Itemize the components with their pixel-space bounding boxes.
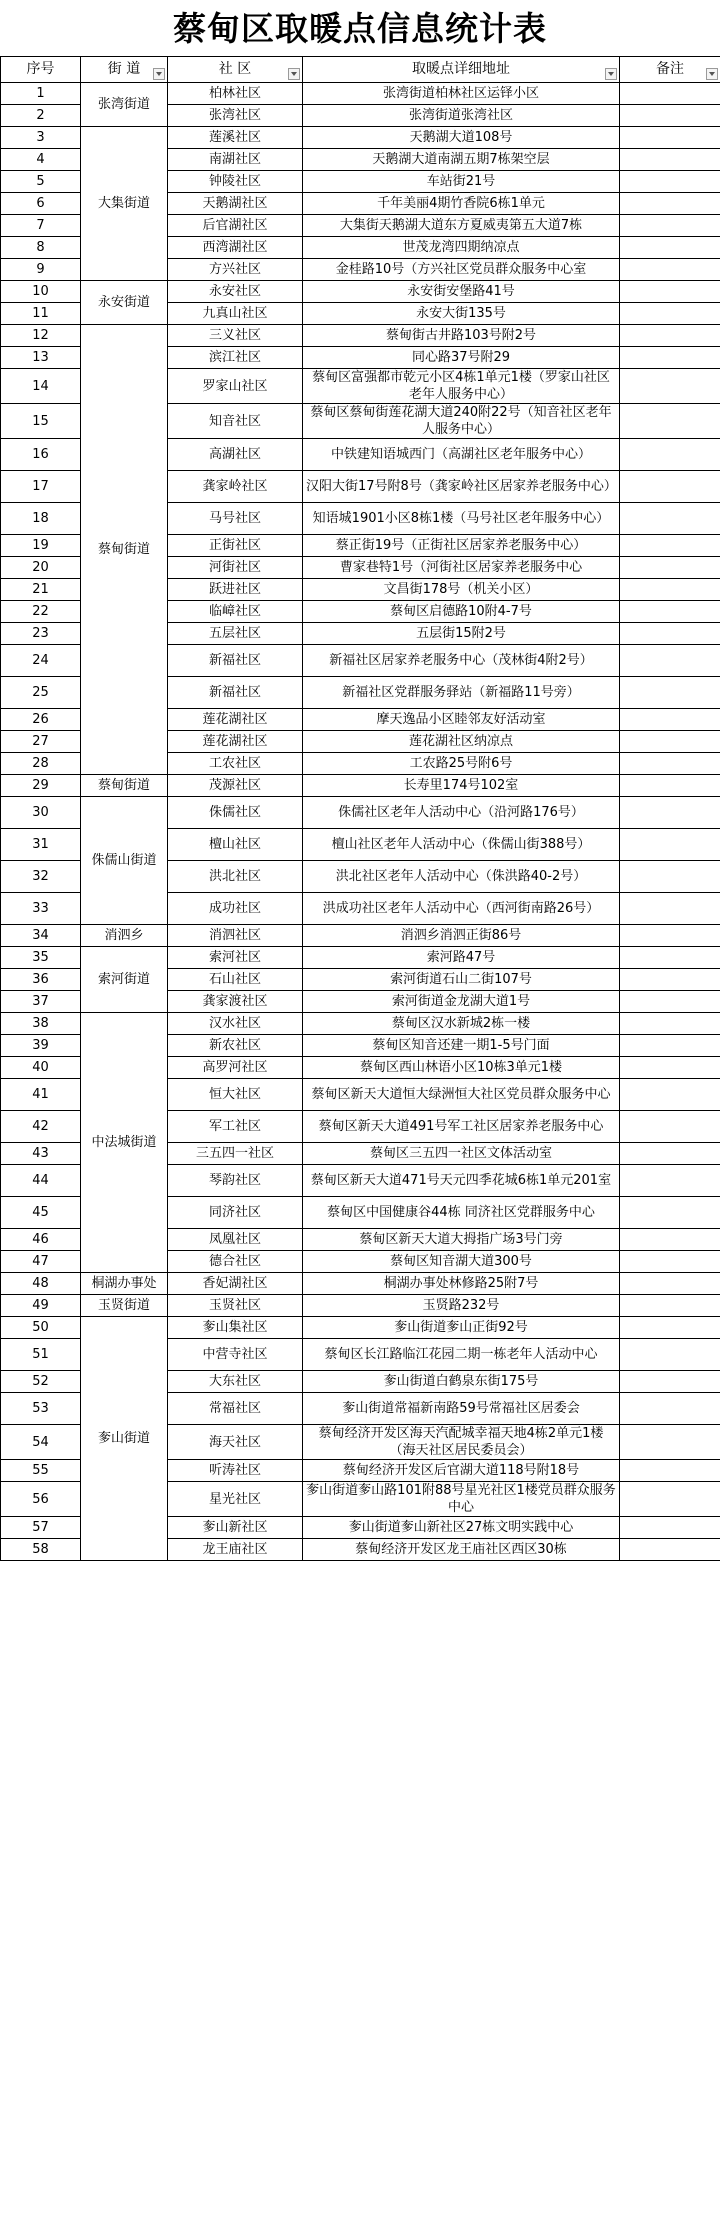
address-cell: 蔡甸经济开发区后官湖大道118号附18号 bbox=[303, 1460, 620, 1482]
community-cell: 茂源社区 bbox=[168, 775, 303, 797]
note-cell bbox=[620, 1339, 720, 1371]
address-cell: 蔡甸区新天大道大拇指广场3号门旁 bbox=[303, 1229, 620, 1251]
note-cell bbox=[620, 775, 720, 797]
row-number: 37 bbox=[1, 991, 81, 1013]
row-number: 38 bbox=[1, 1013, 81, 1035]
address-cell: 永安大街135号 bbox=[303, 303, 620, 325]
address-cell: 蔡甸街古井路103号附2号 bbox=[303, 325, 620, 347]
note-cell bbox=[620, 281, 720, 303]
row-number: 57 bbox=[1, 1517, 81, 1539]
row-number: 52 bbox=[1, 1371, 81, 1393]
community-cell: 龚家岭社区 bbox=[168, 471, 303, 503]
community-cell: 滨江社区 bbox=[168, 347, 303, 369]
note-cell bbox=[620, 1035, 720, 1057]
community-cell: 方兴社区 bbox=[168, 259, 303, 281]
community-cell: 五层社区 bbox=[168, 623, 303, 645]
community-cell: 龙王庙社区 bbox=[168, 1539, 303, 1561]
row-number: 8 bbox=[1, 237, 81, 259]
note-cell bbox=[620, 1013, 720, 1035]
community-cell: 跃进社区 bbox=[168, 579, 303, 601]
address-cell: 奓山街道奓山新社区27栋文明实践中心 bbox=[303, 1517, 620, 1539]
note-cell bbox=[620, 797, 720, 829]
row-number: 33 bbox=[1, 893, 81, 925]
note-cell bbox=[620, 325, 720, 347]
address-cell: 世茂龙湾四期纳凉点 bbox=[303, 237, 620, 259]
address-cell: 莲花湖社区纳凉点 bbox=[303, 731, 620, 753]
row-number: 28 bbox=[1, 753, 81, 775]
row-number: 48 bbox=[1, 1273, 81, 1295]
note-cell bbox=[620, 1539, 720, 1561]
header-street bbox=[81, 57, 168, 83]
row-number: 43 bbox=[1, 1143, 81, 1165]
note-cell bbox=[620, 1425, 720, 1460]
address-cell: 奓山街道白鹤泉东街175号 bbox=[303, 1371, 620, 1393]
row-number: 7 bbox=[1, 215, 81, 237]
row-number: 42 bbox=[1, 1111, 81, 1143]
row-number: 1 bbox=[1, 83, 81, 105]
note-cell bbox=[620, 237, 720, 259]
community-cell: 河街社区 bbox=[168, 557, 303, 579]
header-address bbox=[303, 57, 620, 83]
row-number: 30 bbox=[1, 797, 81, 829]
community-cell: 侏儒社区 bbox=[168, 797, 303, 829]
street-cell: 桐湖办事处 bbox=[81, 1273, 168, 1295]
community-cell: 常福社区 bbox=[168, 1393, 303, 1425]
row-number: 25 bbox=[1, 677, 81, 709]
address-cell: 蔡甸区西山林语小区10栋3单元1楼 bbox=[303, 1057, 620, 1079]
heating-points-table bbox=[0, 56, 720, 1561]
community-cell: 龚家渡社区 bbox=[168, 991, 303, 1013]
street-cell: 索河街道 bbox=[81, 947, 168, 1013]
community-cell: 九真山社区 bbox=[168, 303, 303, 325]
address-cell: 洪成功社区老年人活动中心（西河街南路26号） bbox=[303, 893, 620, 925]
row-number: 56 bbox=[1, 1482, 81, 1517]
note-cell bbox=[620, 303, 720, 325]
row-number: 58 bbox=[1, 1539, 81, 1561]
filter-dropdown-icon[interactable] bbox=[706, 68, 718, 80]
filter-dropdown-icon[interactable] bbox=[288, 68, 300, 80]
address-cell: 蔡甸区新天大道恒大绿洲恒大社区党员群众服务中心 bbox=[303, 1079, 620, 1111]
community-cell: 张湾社区 bbox=[168, 105, 303, 127]
address-cell: 蔡甸区知音湖大道300号 bbox=[303, 1251, 620, 1273]
note-cell bbox=[620, 1079, 720, 1111]
note-cell bbox=[620, 1295, 720, 1317]
address-cell: 蔡甸区三五四一社区文体活动室 bbox=[303, 1143, 620, 1165]
note-cell bbox=[620, 1057, 720, 1079]
note-cell bbox=[620, 601, 720, 623]
community-cell: 临嶂社区 bbox=[168, 601, 303, 623]
community-cell: 钟陵社区 bbox=[168, 171, 303, 193]
table-row bbox=[1, 1317, 720, 1339]
community-cell: 大东社区 bbox=[168, 1371, 303, 1393]
row-number: 20 bbox=[1, 557, 81, 579]
table-row bbox=[1, 281, 720, 303]
note-cell bbox=[620, 1517, 720, 1539]
street-cell: 玉贤街道 bbox=[81, 1295, 168, 1317]
header-number bbox=[1, 57, 81, 83]
address-cell: 蔡甸区中国健康谷44栋 同济社区党群服务中心 bbox=[303, 1197, 620, 1229]
community-cell: 琴韵社区 bbox=[168, 1165, 303, 1197]
note-cell bbox=[620, 149, 720, 171]
community-cell: 德合社区 bbox=[168, 1251, 303, 1273]
community-cell: 柏林社区 bbox=[168, 83, 303, 105]
community-cell: 三义社区 bbox=[168, 325, 303, 347]
row-number: 23 bbox=[1, 623, 81, 645]
street-cell: 侏儒山街道 bbox=[81, 797, 168, 925]
address-cell: 玉贤路232号 bbox=[303, 1295, 620, 1317]
address-cell: 蔡甸区富强都市乾元小区4栋1单元1楼（罗家山社区老年人服务中心） bbox=[303, 369, 620, 404]
row-number: 36 bbox=[1, 969, 81, 991]
note-cell bbox=[620, 259, 720, 281]
row-number: 44 bbox=[1, 1165, 81, 1197]
row-number: 46 bbox=[1, 1229, 81, 1251]
header-community bbox=[168, 57, 303, 83]
row-number: 31 bbox=[1, 829, 81, 861]
community-cell: 奓山新社区 bbox=[168, 1517, 303, 1539]
note-cell bbox=[620, 947, 720, 969]
row-number: 32 bbox=[1, 861, 81, 893]
row-number: 51 bbox=[1, 1339, 81, 1371]
address-cell: 索河街道金龙湖大道1号 bbox=[303, 991, 620, 1013]
row-number: 27 bbox=[1, 731, 81, 753]
community-cell: 恒大社区 bbox=[168, 1079, 303, 1111]
note-cell bbox=[620, 709, 720, 731]
row-number: 17 bbox=[1, 471, 81, 503]
row-number: 50 bbox=[1, 1317, 81, 1339]
address-cell: 张湾街道张湾社区 bbox=[303, 105, 620, 127]
row-number: 29 bbox=[1, 775, 81, 797]
community-cell: 新福社区 bbox=[168, 677, 303, 709]
row-number: 3 bbox=[1, 127, 81, 149]
street-cell: 蔡甸街道 bbox=[81, 325, 168, 775]
table-row bbox=[1, 1013, 720, 1035]
address-cell: 洪北社区老年人活动中心（侏洪路40-2号） bbox=[303, 861, 620, 893]
table-row bbox=[1, 325, 720, 347]
community-cell: 同济社区 bbox=[168, 1197, 303, 1229]
address-cell: 车站街21号 bbox=[303, 171, 620, 193]
note-cell bbox=[620, 829, 720, 861]
row-number: 26 bbox=[1, 709, 81, 731]
address-cell: 蔡甸区启德路10附4-7号 bbox=[303, 601, 620, 623]
community-cell: 石山社区 bbox=[168, 969, 303, 991]
table-row bbox=[1, 1273, 720, 1295]
address-cell: 蔡甸经济开发区海天汽配城幸福天地4栋2单元1楼（海天社区居民委员会） bbox=[303, 1425, 620, 1460]
row-number: 55 bbox=[1, 1460, 81, 1482]
community-cell: 高罗河社区 bbox=[168, 1057, 303, 1079]
community-cell: 知音社区 bbox=[168, 404, 303, 439]
address-cell: 奓山街道常福新南路59号常福社区居委会 bbox=[303, 1393, 620, 1425]
address-cell: 同心路37号附29 bbox=[303, 347, 620, 369]
address-cell: 侏儒社区老年人活动中心（沿河路176号） bbox=[303, 797, 620, 829]
community-cell: 高湖社区 bbox=[168, 439, 303, 471]
note-cell bbox=[620, 1111, 720, 1143]
row-number: 9 bbox=[1, 259, 81, 281]
community-cell: 凤凰社区 bbox=[168, 1229, 303, 1251]
street-cell: 消泗乡 bbox=[81, 925, 168, 947]
note-cell bbox=[620, 1482, 720, 1517]
community-cell: 天鹅湖社区 bbox=[168, 193, 303, 215]
note-cell bbox=[620, 677, 720, 709]
address-cell: 奓山街道奓山路101附88号星光社区1楼党员群众服务中心 bbox=[303, 1482, 620, 1517]
table-row bbox=[1, 775, 720, 797]
address-cell: 檀山社区老年人活动中心（侏儒山街388号） bbox=[303, 829, 620, 861]
address-cell: 大集街天鹅湖大道东方夏威夷第五大道7栋 bbox=[303, 215, 620, 237]
address-cell: 蔡甸区汉水新城2栋一楼 bbox=[303, 1013, 620, 1035]
note-cell bbox=[620, 471, 720, 503]
community-cell: 三五四一社区 bbox=[168, 1143, 303, 1165]
header-label: 序号 bbox=[26, 61, 55, 77]
address-cell: 文昌街178号（机关小区） bbox=[303, 579, 620, 601]
note-cell bbox=[620, 105, 720, 127]
address-cell: 曹家巷特1号（河街社区居家养老服务中心 bbox=[303, 557, 620, 579]
table-row bbox=[1, 925, 720, 947]
row-number: 13 bbox=[1, 347, 81, 369]
address-cell: 永安街安堡路41号 bbox=[303, 281, 620, 303]
row-number: 6 bbox=[1, 193, 81, 215]
address-cell: 长寿里174号102室 bbox=[303, 775, 620, 797]
address-cell: 五层街15附2号 bbox=[303, 623, 620, 645]
row-number: 47 bbox=[1, 1251, 81, 1273]
row-number: 22 bbox=[1, 601, 81, 623]
community-cell: 玉贤社区 bbox=[168, 1295, 303, 1317]
community-cell: 南湖社区 bbox=[168, 149, 303, 171]
row-number: 11 bbox=[1, 303, 81, 325]
address-cell: 金桂路10号（方兴社区党员群众服务中心室 bbox=[303, 259, 620, 281]
note-cell bbox=[620, 404, 720, 439]
row-number: 10 bbox=[1, 281, 81, 303]
address-cell: 知语城1901小区8栋1楼（马号社区老年服务中心） bbox=[303, 503, 620, 535]
street-cell: 中法城街道 bbox=[81, 1013, 168, 1273]
community-cell: 西湾湖社区 bbox=[168, 237, 303, 259]
row-number: 5 bbox=[1, 171, 81, 193]
row-number: 21 bbox=[1, 579, 81, 601]
note-cell bbox=[620, 731, 720, 753]
community-cell: 洪北社区 bbox=[168, 861, 303, 893]
address-cell: 蔡正街19号（正街社区居家养老服务中心） bbox=[303, 535, 620, 557]
community-cell: 莲花湖社区 bbox=[168, 731, 303, 753]
community-cell: 索河社区 bbox=[168, 947, 303, 969]
row-number: 34 bbox=[1, 925, 81, 947]
row-number: 54 bbox=[1, 1425, 81, 1460]
table-row bbox=[1, 947, 720, 969]
row-number: 4 bbox=[1, 149, 81, 171]
note-cell bbox=[620, 645, 720, 677]
note-cell bbox=[620, 925, 720, 947]
note-cell bbox=[620, 503, 720, 535]
address-cell: 索河路47号 bbox=[303, 947, 620, 969]
note-cell bbox=[620, 579, 720, 601]
community-cell: 莲溪社区 bbox=[168, 127, 303, 149]
street-cell: 张湾街道 bbox=[81, 83, 168, 127]
note-cell bbox=[620, 369, 720, 404]
note-cell bbox=[620, 1165, 720, 1197]
note-cell bbox=[620, 1273, 720, 1295]
note-cell bbox=[620, 127, 720, 149]
address-cell: 张湾街道柏林社区运铎小区 bbox=[303, 83, 620, 105]
header-label: 社 区 bbox=[218, 61, 252, 77]
filter-dropdown-icon[interactable] bbox=[605, 68, 617, 80]
note-cell bbox=[620, 1229, 720, 1251]
community-cell: 星光社区 bbox=[168, 1482, 303, 1517]
note-cell bbox=[620, 1317, 720, 1339]
address-cell: 消泗乡消泗正街86号 bbox=[303, 925, 620, 947]
header-label: 取暖点详细地址 bbox=[412, 61, 510, 77]
address-cell: 奓山街道奓山正街92号 bbox=[303, 1317, 620, 1339]
note-cell bbox=[620, 1460, 720, 1482]
row-number: 45 bbox=[1, 1197, 81, 1229]
street-cell: 蔡甸街道 bbox=[81, 775, 168, 797]
header-note bbox=[620, 57, 720, 83]
row-number: 35 bbox=[1, 947, 81, 969]
row-number: 41 bbox=[1, 1079, 81, 1111]
header-label: 备注 bbox=[656, 61, 684, 77]
community-cell: 海天社区 bbox=[168, 1425, 303, 1460]
note-cell bbox=[620, 1143, 720, 1165]
community-cell: 莲花湖社区 bbox=[168, 709, 303, 731]
address-cell: 千年美丽4期竹香院6栋1单元 bbox=[303, 193, 620, 215]
community-cell: 汉水社区 bbox=[168, 1013, 303, 1035]
note-cell bbox=[620, 861, 720, 893]
community-cell: 香妃湖社区 bbox=[168, 1273, 303, 1295]
address-cell: 新福社区党群服务驿站（新福路11号旁） bbox=[303, 677, 620, 709]
note-cell bbox=[620, 215, 720, 237]
note-cell bbox=[620, 1371, 720, 1393]
street-cell: 永安街道 bbox=[81, 281, 168, 325]
community-cell: 马号社区 bbox=[168, 503, 303, 535]
row-number: 19 bbox=[1, 535, 81, 557]
note-cell bbox=[620, 991, 720, 1013]
address-cell: 蔡甸区蔡甸街莲花湖大道240附22号（知音社区老年人服务中心） bbox=[303, 404, 620, 439]
row-number: 18 bbox=[1, 503, 81, 535]
note-cell bbox=[620, 1197, 720, 1229]
community-cell: 奓山集社区 bbox=[168, 1317, 303, 1339]
address-cell: 摩天逸品小区睦邻友好活动室 bbox=[303, 709, 620, 731]
row-number: 24 bbox=[1, 645, 81, 677]
note-cell bbox=[620, 557, 720, 579]
address-cell: 索河街道石山二街107号 bbox=[303, 969, 620, 991]
community-cell: 罗家山社区 bbox=[168, 369, 303, 404]
address-cell: 中铁建知语城西门（高湖社区老年服务中心） bbox=[303, 439, 620, 471]
table-row bbox=[1, 127, 720, 149]
street-cell: 大集街道 bbox=[81, 127, 168, 281]
row-number: 49 bbox=[1, 1295, 81, 1317]
community-cell: 军工社区 bbox=[168, 1111, 303, 1143]
community-cell: 听涛社区 bbox=[168, 1460, 303, 1482]
table-row bbox=[1, 83, 720, 105]
row-number: 16 bbox=[1, 439, 81, 471]
page-title: 蔡甸区取暖点信息统计表 bbox=[173, 9, 547, 48]
address-cell: 蔡甸区长江路临江花园二期一栋老年人活动中心 bbox=[303, 1339, 620, 1371]
community-cell: 新福社区 bbox=[168, 645, 303, 677]
note-cell bbox=[620, 439, 720, 471]
address-cell: 蔡甸经济开发区龙王庙社区西区30栋 bbox=[303, 1539, 620, 1561]
note-cell bbox=[620, 347, 720, 369]
address-cell: 蔡甸区知音还建一期1-5号门面 bbox=[303, 1035, 620, 1057]
note-cell bbox=[620, 83, 720, 105]
filter-dropdown-icon[interactable] bbox=[153, 68, 165, 80]
header-label: 街 道 bbox=[107, 61, 141, 77]
row-number: 12 bbox=[1, 325, 81, 347]
note-cell bbox=[620, 893, 720, 925]
note-cell bbox=[620, 623, 720, 645]
table-body bbox=[1, 83, 720, 1561]
row-number: 14 bbox=[1, 369, 81, 404]
row-number: 40 bbox=[1, 1057, 81, 1079]
note-cell bbox=[620, 753, 720, 775]
table-row bbox=[1, 797, 720, 829]
note-cell bbox=[620, 969, 720, 991]
row-number: 2 bbox=[1, 105, 81, 127]
community-cell: 正街社区 bbox=[168, 535, 303, 557]
community-cell: 成功社区 bbox=[168, 893, 303, 925]
row-number: 53 bbox=[1, 1393, 81, 1425]
address-cell: 天鹅湖大道108号 bbox=[303, 127, 620, 149]
note-cell bbox=[620, 1251, 720, 1273]
community-cell: 工农社区 bbox=[168, 753, 303, 775]
note-cell bbox=[620, 193, 720, 215]
note-cell bbox=[620, 535, 720, 557]
address-cell: 天鹅湖大道南湖五期7栋架空层 bbox=[303, 149, 620, 171]
community-cell: 檀山社区 bbox=[168, 829, 303, 861]
address-cell: 新福社区居家养老服务中心（茂林街4附2号） bbox=[303, 645, 620, 677]
address-cell: 工农路25号附6号 bbox=[303, 753, 620, 775]
address-cell: 蔡甸区新天大道471号天元四季花城6栋1单元201室 bbox=[303, 1165, 620, 1197]
address-cell: 蔡甸区新天大道491号军工社区居家养老服务中心 bbox=[303, 1111, 620, 1143]
note-cell bbox=[620, 171, 720, 193]
row-number: 39 bbox=[1, 1035, 81, 1057]
note-cell bbox=[620, 1393, 720, 1425]
community-cell: 消泗社区 bbox=[168, 925, 303, 947]
address-cell: 桐湖办事处林修路25附7号 bbox=[303, 1273, 620, 1295]
community-cell: 新农社区 bbox=[168, 1035, 303, 1057]
row-number: 15 bbox=[1, 404, 81, 439]
community-cell: 后官湖社区 bbox=[168, 215, 303, 237]
street-cell: 奓山街道 bbox=[81, 1317, 168, 1561]
address-cell: 汉阳大街17号附8号（龚家岭社区居家养老服务中心） bbox=[303, 471, 620, 503]
table-row bbox=[1, 1295, 720, 1317]
community-cell: 中营寺社区 bbox=[168, 1339, 303, 1371]
community-cell: 永安社区 bbox=[168, 281, 303, 303]
